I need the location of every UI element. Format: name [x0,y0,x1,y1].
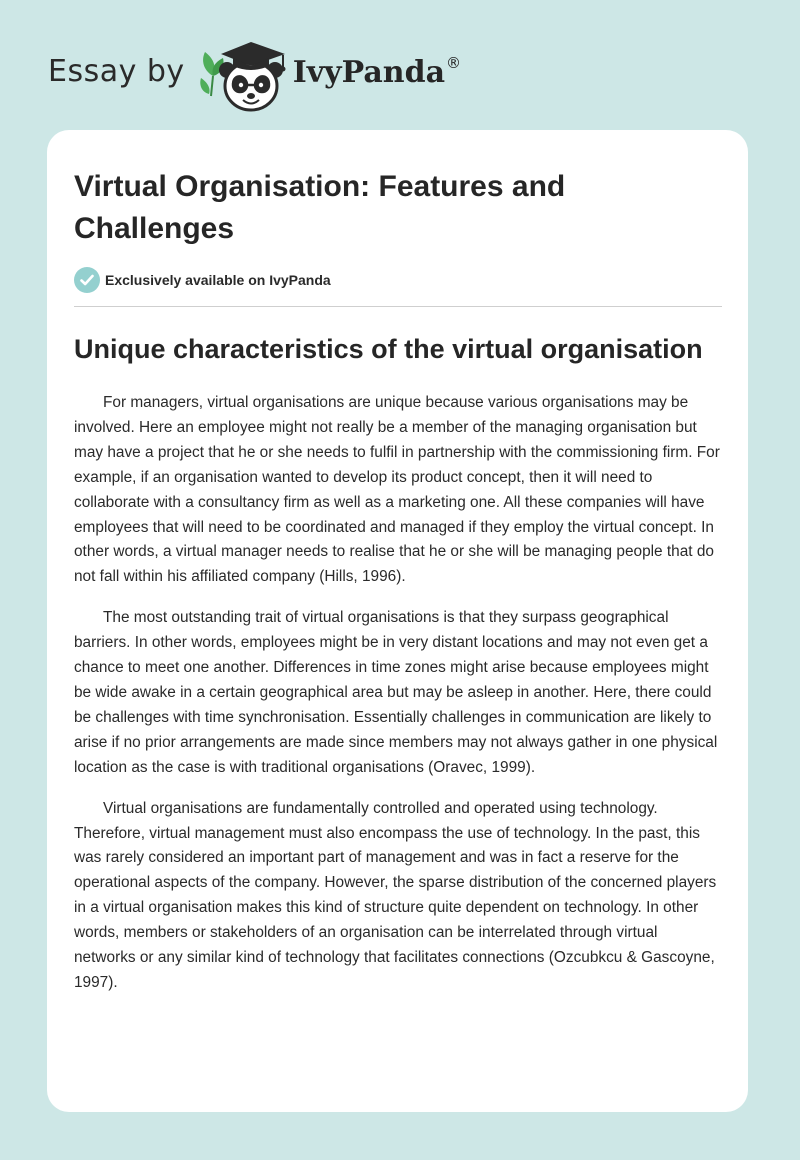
brand-name: IvyPanda [292,55,446,90]
brand-header [48,34,461,114]
essay-by-label: Essay by [48,53,185,89]
paragraph: Virtual organisations are fundamentally controlled and operated using technology. Therefore, virtual management must also encompass the use of technology. In the past, this was rarely considered an important part of management and was in fact a reserve for the operational aspects of the company. However, the sparse distribution of the concerned players in a virtual organisation makes this kind of structure quite dependent on technology. In other words, members or stakeholders of an organisation can be interrelated through virtual networks or any similar kind of technology that facilitates connections (Ozcubkcu & Gascoyne, 1997). [74,799,717,991]
ivypanda-wordmark[interactable] [293,54,461,90]
divider [74,306,722,307]
paragraph: The most outstanding trait of virtual organisations is that they surpass geographical barriers. In other words, employees might be in very distant locations and may not even get a chance to meet one another. Differences in time zones might arise because employees might be wide awake in a certain geographical area but may be asleep in another. Here, there could be challenges with time synchronisation. Essentially challenges in communication are likely to arise if no prior arrangements are made since members may not always gather in one physical location as the case is with traditional organisations (Oravec, 1999). [74,609,718,776]
essay-title: Virtual Organisation: Features and Challenges [74,170,566,245]
exclusive-label: Exclusively available on IvyPanda [105,272,331,288]
section-heading: Unique characteristics of the virtual organisation [74,334,703,364]
exclusive-badge [74,266,722,294]
check-circle-icon [74,267,100,293]
panda-graduate-logo-icon[interactable] [199,36,291,112]
registered-mark: ® [446,54,462,72]
paragraph: For managers, virtual organisations are unique because various organisations may be involved. Here an employee might not really be a member of the managing organisation but may have a project that he or she needs to fulfil in partnership with the commissioning firm. For example, if an organisation wanted to develop its product concept, then it will need to collaborate with a consultancy firm as well as a marketing one. All these companies will have employees that will need to be coordinated and managed if they employ the virtual concept. In other words, a virtual manager needs to realise that he or she will be managing people that do not fall within his affiliated company (Hills, 1996). [74,394,720,586]
essay-card [47,130,748,1112]
